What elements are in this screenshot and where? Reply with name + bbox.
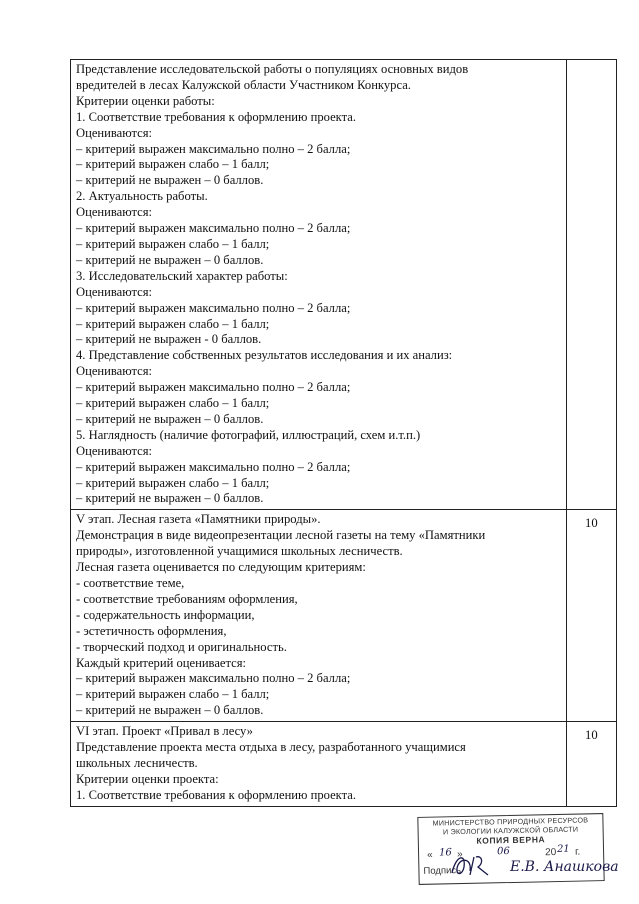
criteria-row: [71, 510, 617, 722]
criteria-line: – критерий выражен слабо – 1 балл;: [76, 157, 270, 172]
criteria-line: Представление исследовательской работы о популяциях основных видов: [76, 62, 469, 76]
criteria-line: – критерий выражен максимально полно – 2 балла;: [76, 300, 351, 315]
criteria-line: - содержательность информации,: [76, 607, 255, 622]
criteria-line: природы», изготовленной учащимися школьных лесничеств.: [76, 544, 403, 559]
criteria-line: вредителей в лесах Калужской области Участником Конкурса.: [76, 77, 411, 92]
criteria-line: – критерий не выражен – 0 баллов.: [76, 173, 264, 188]
criteria-line: 3. Исследовательский характер работы:: [76, 268, 288, 283]
stamp-signature-label: Подпись: [423, 865, 462, 877]
criteria-line: – критерий не выражен - 0 баллов.: [76, 332, 262, 347]
criteria-line: – критерий не выражен – 0 баллов.: [76, 491, 264, 506]
criteria-row: [71, 722, 617, 807]
criteria-text-cell: [71, 510, 567, 722]
stamp-month: 06: [496, 846, 510, 858]
criteria-line: Критерии оценки работы:: [76, 93, 215, 108]
criteria-line: 2. Актуальность работы.: [76, 189, 208, 204]
criteria-line: Оцениваются:: [76, 125, 153, 140]
criteria-line: Лесная газета оценивается по следующим критериям:: [76, 560, 366, 575]
criteria-line: – критерий выражен слабо – 1 балл;: [76, 687, 270, 702]
handwritten-signature: [448, 845, 638, 885]
criteria-line: Оцениваются:: [76, 205, 153, 220]
stamp-ministry-line: МИНИСТЕРСТВО ПРИРОДНЫХ РЕСУРСОВ: [432, 815, 589, 828]
criteria-line: 4. Представление собственных результатов исследования и их анализ:: [76, 348, 453, 363]
criteria-line: – критерий выражен максимально полно – 2 балла;: [76, 141, 351, 156]
criteria-line: - соответствие требованиям оформления,: [76, 591, 298, 606]
criteria-line: 5. Наглядность (наличие фотографий, иллюстраций, схем и.т.п.): [76, 427, 421, 442]
criteria-line: Оцениваются:: [76, 284, 153, 299]
criteria-line: Оцениваются:: [76, 364, 153, 379]
criteria-line: школьных лесничеств.: [76, 755, 198, 770]
criteria-line: – критерий выражен слабо – 1 балл;: [76, 236, 270, 251]
criteria-line: – критерий не выражен – 0 баллов.: [76, 703, 264, 718]
criteria-line: Каждый критерий оценивается:: [76, 655, 247, 670]
criteria-line: 1. Соответствие требования к оформлению проекта.: [76, 109, 357, 124]
score-cell: 10: [566, 510, 616, 722]
score-cell: 10: [566, 722, 616, 807]
criteria-text-cell: [71, 722, 567, 807]
criteria-line: – критерий не выражен – 0 баллов.: [76, 411, 264, 426]
criteria-line: VI этап. Проект «Привал в лесу»: [76, 724, 253, 739]
stamp-year-prefix: 20: [544, 847, 557, 859]
stamp-year-unit: г.: [574, 846, 581, 858]
criteria-line: – критерий выражен слабо – 1 балл;: [76, 396, 270, 411]
criteria-line: – критерий выражен слабо – 1 балл;: [76, 316, 270, 331]
stamp-day: 16: [438, 847, 452, 859]
criteria-line: – критерий выражен максимально полно – 2 балла;: [76, 221, 351, 236]
criteria-row: [71, 60, 617, 510]
criteria-table: [70, 59, 617, 807]
criteria-line: Представление проекта места отдыха в лесу, разработанного учащимися: [76, 740, 466, 755]
criteria-line: - эстетичность оформления,: [76, 623, 227, 638]
criteria-line: Демонстрация в виде видеопрезентации лесной газеты на тему «Памятники: [76, 528, 486, 543]
criteria-line: Оцениваются:: [76, 443, 153, 458]
criteria-line: – критерий выражен максимально полно – 2 балла;: [76, 380, 351, 395]
criteria-line: – критерий выражен максимально полно – 2 балла;: [76, 671, 351, 686]
stamp-year-suffix: 21: [556, 843, 570, 856]
criteria-text-cell: [71, 60, 567, 510]
stamp-copy-certified: КОПИЯ ВЕРНА: [476, 834, 546, 846]
criteria-line: - соответствие теме,: [76, 576, 185, 590]
stamp-quote-open: «: [426, 849, 433, 861]
criteria-line: – критерий выражен максимально полно – 2 балла;: [76, 459, 351, 474]
criteria-line: Критерии оценки проекта:: [76, 771, 219, 786]
stamp-region-line: И ЭКОЛОГИИ КАЛУЖСКОЙ ОБЛАСТИ: [442, 824, 579, 837]
criteria-line: - творческий подход и оригинальность.: [76, 639, 287, 654]
criteria-line: – критерий выражен слабо – 1 балл;: [76, 475, 270, 490]
score-cell: [566, 60, 616, 510]
stamp-quote-close: »: [456, 849, 463, 861]
criteria-line: 1. Соответствие требования к оформлению проекта.: [76, 787, 357, 802]
criteria-line: – критерий не выражен – 0 баллов.: [76, 252, 264, 267]
signature-name: Е.В. Анашкова: [510, 859, 619, 875]
criteria-line: V этап. Лесная газета «Памятники природы».: [76, 512, 321, 527]
